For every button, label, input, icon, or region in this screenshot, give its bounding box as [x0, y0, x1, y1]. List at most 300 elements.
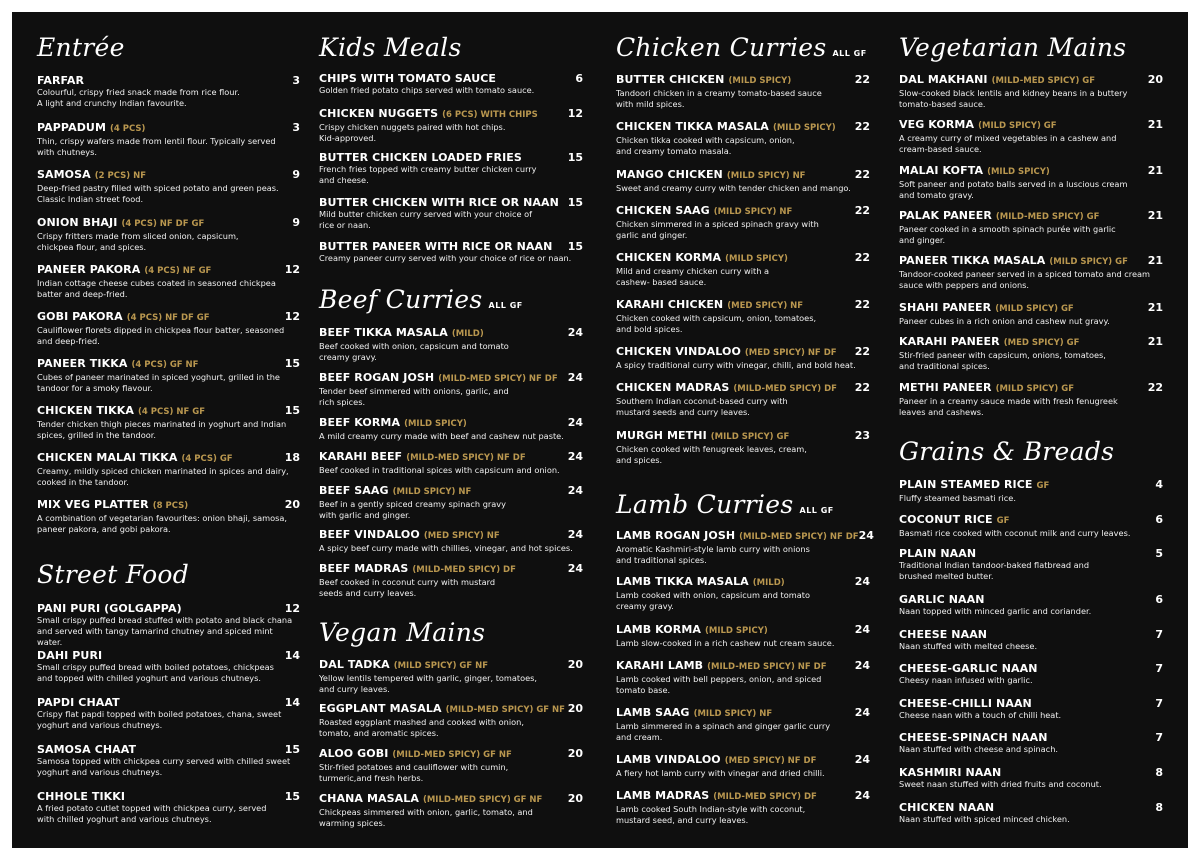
item-qualifier: (MILD SPICY) GF [995, 384, 1075, 394]
item-price: 15 [284, 404, 300, 417]
item-qualifier: (MILD SPICY) [987, 167, 1050, 177]
item-description [616, 135, 870, 157]
item-description-line: and tomato gravy. [899, 190, 974, 200]
item-title [37, 263, 211, 278]
item-description-line: warming spices. [319, 818, 386, 828]
item-header [616, 429, 870, 444]
item-description-line: Creamy, mildly spiced chicken marinated in spices and dairy, [37, 466, 289, 476]
item-price: 6 [575, 72, 583, 85]
item-qualifier: (MILD SPICY) [705, 626, 768, 636]
item-description-line: Beef cooked with onion, capsicum and tomato [319, 341, 509, 351]
item-name: BEEF VINDALOO [319, 528, 420, 541]
item-qualifier: (MILD SPICY) NF [392, 487, 472, 497]
item-description-line: and traditional spices. [899, 361, 990, 371]
item-description-line: A combination of vegetarian favourites: onion bhaji, samosa, [37, 513, 287, 523]
item-description-line: Lamb simmered in a spinach and ginger garlic curry [616, 721, 831, 731]
item-description-line: Chicken tikka cooked with capsicum, onion, [616, 135, 795, 145]
item-description-line: Classic Indian street food. [37, 194, 144, 204]
section-title-text: Entrée [37, 33, 125, 62]
item-description [899, 396, 1163, 418]
item-header [319, 562, 583, 577]
item-header [319, 702, 583, 717]
item-price: 24 [567, 416, 583, 429]
item-description-line: and curry leaves. [319, 684, 390, 694]
item-description-line: Stir-fried potatoes and cauliflower with cumin, [319, 762, 509, 772]
item-name: LAMB TIKKA MASALA [616, 575, 749, 588]
item-description-line: Chicken cooked with fenugreek leaves, cream, [616, 444, 807, 454]
item-name: MALAI KOFTA [899, 164, 984, 177]
item-qualifier: GF [996, 516, 1010, 526]
item-name: PLAIN STEAMED RICE [899, 478, 1033, 491]
menu-item [616, 575, 870, 612]
item-description [37, 183, 300, 205]
item-description [37, 87, 300, 109]
item-description-line: Tender chicken thigh pieces marinated in yoghurt and Indian [37, 419, 287, 429]
item-header [319, 658, 583, 673]
item-price: 22 [854, 345, 870, 358]
item-description-line: Beef in a gently spiced creamy spinach gravy [319, 499, 506, 509]
item-name: SAMOSA [37, 168, 91, 181]
item-header [319, 416, 583, 431]
item-title [319, 528, 500, 543]
item-price: 7 [1155, 697, 1163, 710]
item-qualifier: (MILD SPICY) GF [978, 121, 1057, 131]
item-header [37, 498, 300, 513]
item-description [319, 807, 583, 829]
item-title [899, 731, 1048, 744]
item-description-line: and traditional spices. [616, 555, 707, 565]
item-description-line: Naan stuffed with cheese and spinach. [899, 744, 1058, 754]
item-name: SAMOSA CHAAT [37, 743, 137, 756]
item-description [616, 313, 870, 335]
item-price: 20 [567, 747, 583, 760]
item-title [616, 345, 837, 360]
item-price: 12 [284, 602, 300, 615]
item-price: 24 [854, 575, 870, 588]
menu-item [37, 790, 300, 825]
item-title [616, 298, 803, 313]
item-qualifier: (MILD) [451, 329, 484, 339]
item-title [37, 696, 120, 709]
menu-item [319, 326, 583, 363]
item-price: 23 [854, 429, 870, 442]
item-name: BEEF SAAG [319, 484, 389, 497]
item-title [899, 254, 1128, 269]
menu-item [37, 451, 300, 488]
item-header [319, 528, 583, 543]
item-header [319, 196, 583, 209]
menu-item [37, 263, 300, 300]
item-title [616, 120, 836, 135]
menu-item [319, 528, 583, 554]
menu-item [319, 416, 583, 442]
item-name: COCONUT RICE [899, 513, 993, 526]
item-description-line: A spicy beef curry made with chillies, vinegar, and hot spices. [319, 543, 573, 553]
item-description-line: Sweet naan stuffed with dried fruits and coconut. [899, 779, 1102, 789]
menu-item [616, 381, 870, 418]
item-description [37, 419, 300, 441]
item-header [899, 731, 1163, 744]
item-header [37, 451, 300, 466]
item-name: PAPPADUM [37, 121, 107, 134]
item-description [616, 396, 870, 418]
item-header [37, 649, 300, 662]
item-name: PANEER TIKKA MASALA [899, 254, 1046, 267]
menu-item [616, 73, 870, 110]
item-description-line: Cheese naan with a touch of chilli heat. [899, 710, 1062, 720]
item-description-line: mustard seed, and curry leaves. [616, 815, 749, 825]
item-name: LAMB ROGAN JOSH [616, 529, 736, 542]
menu-item [37, 602, 300, 648]
item-name: CHIPS WITH TOMATO SAUCE [319, 72, 497, 85]
item-description-line: A creamy curry of mixed vegetables in a cashew and [899, 133, 1117, 143]
item-header [319, 240, 583, 253]
item-header [899, 513, 1163, 528]
item-price: 12 [284, 310, 300, 323]
item-price: 24 [567, 450, 583, 463]
item-description-line: and spices. [616, 455, 663, 465]
item-description-line: Tandoor-cooked paneer served in a spiced tomato and cream [899, 269, 1150, 279]
menu-item [899, 697, 1163, 721]
section-title-text: Lamb Curries [616, 490, 794, 519]
item-title [319, 326, 484, 341]
item-title [319, 484, 471, 499]
item-header [37, 121, 300, 136]
item-header [899, 209, 1163, 224]
item-header [37, 404, 300, 419]
item-description-line: Roasted eggplant mashed and cooked with onion, [319, 717, 524, 727]
item-qualifier: (MILD SPICY) NF [726, 171, 806, 181]
section-title-text: Street Food [37, 560, 190, 589]
menu-item [616, 706, 870, 743]
item-description-line: chickpea flour, and spices. [37, 242, 147, 252]
item-title [616, 659, 827, 674]
item-price: 20 [1147, 73, 1163, 86]
menu-item [37, 357, 300, 394]
item-title [37, 790, 125, 803]
item-description [899, 493, 1163, 504]
section-title [319, 32, 462, 64]
menu-item [37, 310, 300, 347]
item-description [899, 269, 1163, 291]
item-name: GARLIC NAAN [899, 593, 985, 606]
item-name: EGGPLANT MASALA [319, 702, 442, 715]
item-title [616, 381, 837, 396]
item-price: 24 [854, 623, 870, 636]
item-description [616, 804, 870, 826]
item-description-line: A fiery hot lamb curry with vinegar and dried chilli. [616, 768, 825, 778]
item-description-line: cashew- based sauce. [616, 277, 707, 287]
item-price: 7 [1155, 628, 1163, 641]
item-description-line: Slow-cooked black lentils and kidney beans in a buttery [899, 88, 1128, 98]
item-description-line: Stir-fried paneer with capsicum, onions, tomatoes, [899, 350, 1106, 360]
item-description-line: yoghurt and various chutneys. [37, 720, 163, 730]
menu-item [319, 658, 583, 695]
item-price: 4 [1155, 478, 1163, 491]
item-price: 22 [854, 73, 870, 86]
menu-item [899, 628, 1163, 652]
item-header [616, 298, 870, 313]
item-description-line: Golden fried potato chips served with tomato sauce. [319, 85, 535, 95]
item-name: CHICKEN NAAN [899, 801, 995, 814]
item-qualifier: (4 PCS) NF DF GF [121, 219, 205, 229]
item-description-line: Samosa topped with chickpea curry served with chilled sweet [37, 756, 291, 766]
item-description [616, 638, 870, 649]
item-price: 24 [567, 484, 583, 497]
item-name: CHEESE-GARLIC NAAN [899, 662, 1038, 675]
menu-item [899, 254, 1163, 291]
item-description-line: Indian cottage cheese cubes coated in seasoned chickpea [37, 278, 276, 288]
item-title [37, 74, 84, 87]
item-price: 12 [567, 107, 583, 120]
menu-item [37, 743, 300, 778]
item-description-line: Crispy flat papdi topped with boiled potatoes, chana, sweet [37, 709, 282, 719]
item-price: 22 [854, 298, 870, 311]
item-price: 21 [1147, 118, 1163, 131]
item-name: PANI PURI (GOLGAPPA) [37, 602, 182, 615]
item-description [616, 219, 870, 241]
item-header [899, 335, 1163, 350]
item-header [319, 326, 583, 341]
item-description-line: and bold spices. [616, 324, 683, 334]
item-description-line: Sweet and creamy curry with tender chicken and mango. [616, 183, 851, 193]
item-description-line: with garlic and ginger. [319, 510, 411, 520]
item-description [616, 88, 870, 110]
item-name: BEEF ROGAN JOSH [319, 371, 435, 384]
item-price: 24 [854, 659, 870, 672]
item-title [616, 753, 816, 768]
item-header [319, 450, 583, 465]
menu-item [37, 216, 300, 253]
item-header [616, 706, 870, 721]
item-qualifier: (MILD-MED SPICY) GF [995, 212, 1100, 222]
item-price: 15 [284, 790, 300, 803]
section-note: ALL GF [488, 301, 523, 310]
menu-item [899, 547, 1163, 582]
item-description [616, 721, 870, 743]
item-header [616, 345, 870, 360]
menu-item [37, 74, 300, 109]
item-description-line: Tender beef simmered with onions, garlic, and [319, 386, 509, 396]
item-qualifier: (MILD-MED SPICY) NF DF [406, 453, 526, 463]
item-price: 24 [854, 706, 870, 719]
section-note: ALL GF [799, 506, 834, 515]
item-description-line: Naan stuffed with melted cheese. [899, 641, 1038, 651]
item-header [616, 251, 870, 266]
item-header [37, 216, 300, 231]
item-description-line: Chicken simmered in a spiced spinach gravy with [616, 219, 819, 229]
item-price: 20 [567, 792, 583, 805]
item-title [37, 216, 204, 231]
item-name: KARAHI LAMB [616, 659, 704, 672]
item-description-line: Aromatic Kashmiri-style lamb curry with onions [616, 544, 810, 554]
item-name: KARAHI CHICKEN [616, 298, 724, 311]
section-note: ALL GF [832, 49, 867, 58]
item-title [37, 404, 205, 419]
menu-item [37, 168, 300, 205]
item-title [899, 118, 1057, 133]
item-qualifier: (MED SPICY) NF [423, 531, 500, 541]
section-title-text: Grains & Breads [899, 437, 1115, 466]
item-description-line: garlic and ginger. [616, 230, 688, 240]
item-header [37, 790, 300, 803]
item-name: CHICKEN SAAG [616, 204, 710, 217]
item-name: CHICKEN NUGGETS [319, 107, 439, 120]
item-header [616, 575, 870, 590]
item-qualifier: (MILD SPICY) GF NF [393, 661, 489, 671]
item-qualifier: (MILD) [752, 578, 785, 588]
item-title [319, 450, 526, 465]
item-price: 6 [1155, 513, 1163, 526]
item-name: CHEESE NAAN [899, 628, 988, 641]
item-description-line: Colourful, crispy fried snack made from rice flour. [37, 87, 240, 97]
item-name: BEEF KORMA [319, 416, 401, 429]
item-title [899, 209, 1099, 224]
item-description [37, 231, 300, 253]
menu-item [899, 662, 1163, 686]
item-qualifier: (MILD SPICY) GF [995, 304, 1074, 314]
item-name: PLAIN NAAN [899, 547, 977, 560]
item-description-line: rich spices. [319, 397, 366, 407]
item-description-line: creamy gravy. [319, 352, 377, 362]
item-name: CHHOLE TIKKI [37, 790, 126, 803]
item-header [899, 381, 1163, 396]
section-title [899, 436, 1114, 468]
menu-item [899, 381, 1163, 418]
item-description [616, 544, 870, 566]
item-title [899, 628, 987, 641]
item-description-line: and served with tangy tamarind chutney and spiced mint water. [37, 626, 273, 647]
item-name: LAMB KORMA [616, 623, 701, 636]
item-description-line: tomato, and aromatic spices. [319, 728, 439, 738]
item-description [616, 590, 870, 612]
item-title [899, 697, 1032, 710]
item-qualifier: (MILD SPICY) [725, 254, 788, 264]
item-price: 14 [284, 649, 300, 662]
menu-item [319, 151, 583, 186]
menu-item [616, 623, 870, 649]
item-description [616, 674, 870, 696]
item-description-line: Crispy fritters made from sliced onion, capsicum, [37, 231, 239, 241]
section-title [616, 489, 834, 521]
item-description [37, 756, 300, 778]
item-description [37, 466, 300, 488]
item-description-line: Crispy chicken nuggets paired with hot chips. [319, 122, 506, 132]
item-price: 24 [854, 753, 870, 766]
item-qualifier: (MILD SPICY) [728, 76, 792, 86]
item-name: DAL MAKHANI [899, 73, 988, 86]
menu-item [899, 118, 1163, 155]
item-description-line: tomato-based sauce. [899, 99, 986, 109]
item-title [899, 547, 976, 560]
item-title [616, 204, 792, 219]
item-description [319, 762, 583, 784]
item-description [319, 386, 583, 408]
item-price: 6 [1155, 593, 1163, 606]
menu-item [616, 429, 870, 466]
item-title [319, 562, 516, 577]
item-name: BUTTER CHICKEN LOADED FRIES [319, 151, 522, 164]
item-title [37, 121, 145, 136]
item-description-line: Chickpeas simmered with onion, garlic, tomato, and [319, 807, 533, 817]
item-name: CHICKEN TIKKA MASALA [616, 120, 769, 133]
item-title [616, 429, 789, 444]
menu-item [616, 298, 870, 335]
item-price: 15 [567, 240, 583, 253]
item-title [616, 168, 805, 183]
item-description-line: Fluffy steamed basmati rice. [899, 493, 1016, 503]
item-description [37, 372, 300, 394]
item-header [899, 801, 1163, 814]
item-description-line: Naan stuffed with spiced minced chicken. [899, 814, 1070, 824]
item-description [899, 528, 1163, 539]
menu-item [37, 121, 300, 158]
item-header [616, 529, 874, 544]
item-header [319, 792, 583, 807]
item-description [899, 710, 1163, 721]
item-qualifier: (4 PCS) NF GF [144, 266, 212, 276]
item-description-line: Deep-fried pastry filled with spiced potato and green peas. [37, 183, 279, 193]
item-qualifier: (4 PCS) [110, 124, 146, 134]
item-qualifier: (MILD-MED SPICY) NF DF [438, 374, 558, 384]
item-description [899, 179, 1163, 201]
item-description [899, 560, 1163, 582]
menu-item [616, 345, 870, 371]
item-price: 15 [284, 743, 300, 756]
item-qualifier: (MILD SPICY) NF [713, 207, 793, 217]
item-title [899, 73, 1095, 88]
item-header [37, 310, 300, 325]
item-description-line: spices, grilled in the tandoor. [37, 430, 156, 440]
item-header [616, 73, 870, 88]
item-price: 12 [284, 263, 300, 276]
item-title [37, 498, 188, 513]
section-title [319, 284, 523, 316]
item-name: LAMB VINDALOO [616, 753, 721, 766]
menu-item [899, 335, 1163, 372]
item-description-line: creamy gravy. [616, 601, 674, 611]
item-qualifier: (MILD SPICY) NF [693, 709, 773, 719]
item-description-line: Cauliflower florets dipped in chickpea flour batter, seasoned [37, 325, 285, 335]
item-description-line: Naan topped with minced garlic and coriander. [899, 606, 1092, 616]
item-name: MANGO CHICKEN [616, 168, 723, 181]
item-title [319, 747, 512, 762]
item-qualifier: (MILD-MED SPICY) DF [412, 565, 516, 575]
item-description-line: Yellow lentils tempered with garlic, ginger, tomatoes, [319, 673, 538, 683]
section-title [37, 559, 189, 591]
item-name: CHICKEN MADRAS [616, 381, 730, 394]
item-title [319, 151, 522, 164]
item-description [319, 717, 583, 739]
item-price: 3 [292, 74, 300, 87]
item-description-line: Paneer cubes in a rich onion and cashew nut gravy. [899, 316, 1110, 326]
item-header [899, 766, 1163, 779]
item-name: FARFAR [37, 74, 85, 87]
menu-item [37, 649, 300, 684]
item-qualifier: (MED SPICY) NF DF [744, 348, 837, 358]
item-title [899, 662, 1038, 675]
item-description-line: A fried potato cutlet topped with chickpea curry, served [37, 803, 267, 813]
menu-item [319, 702, 583, 739]
item-qualifier: (4 PCS) NF GF [137, 407, 205, 417]
item-header [616, 381, 870, 396]
item-price: 24 [567, 371, 583, 384]
item-description [899, 224, 1163, 246]
item-description [319, 499, 583, 521]
menu-item [37, 696, 300, 731]
item-description-line: Chicken cooked with capsicum, onion, tomatoes, [616, 313, 817, 323]
item-description-line: with mild spices. [616, 99, 685, 109]
